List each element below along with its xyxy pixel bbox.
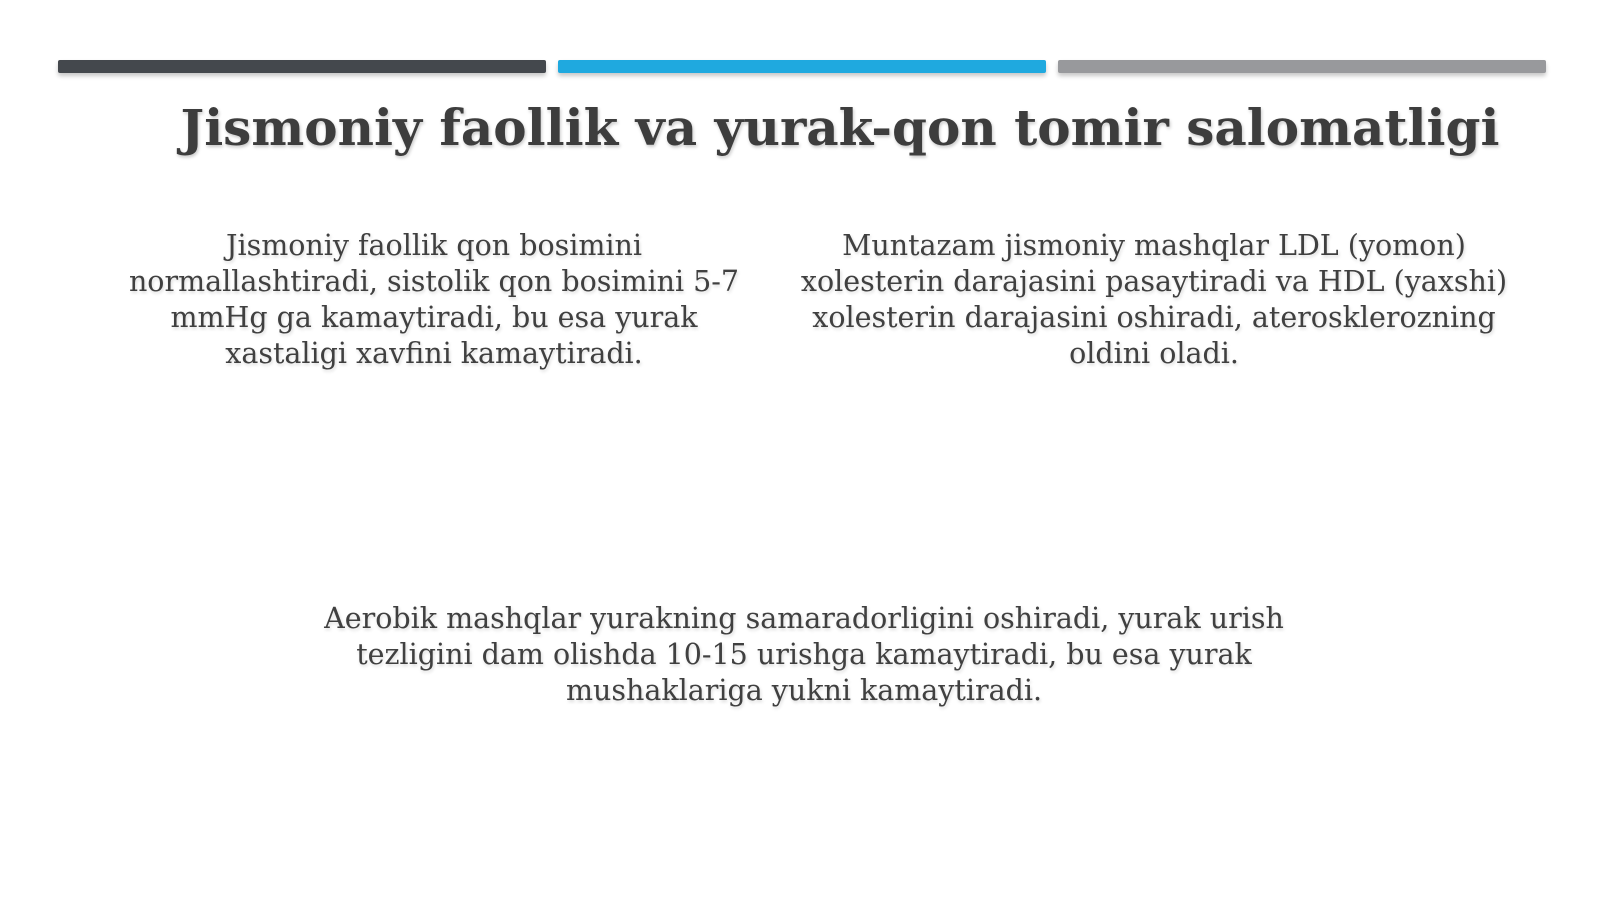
paragraph-cholesterol: Muntazam jismoniy mashqlar LDL (yomon) xolesterin darajasini pasaytiradi va HDL (yaxshi) xolesterin darajasini oshiradi, aterosklerozning oldini oladi. — [800, 229, 1508, 370]
slide-title: Jismoniy faollik va yurak-qon tomir salomatligi — [180, 98, 1500, 157]
header-bar-blue — [558, 60, 1046, 73]
paragraph-aerobic: Aerobik mashqlar yurakning samaradorligini oshiradi, yurak urish tezligini dam olishda 10-15 urishga kamaytiradi, bu esa yurak mushaklariga yukni kamaytiradi. — [324, 602, 1284, 707]
header-bar-gray — [1058, 60, 1546, 73]
paragraph-blood-pressure: Jismoniy faollik qon bosimini normallashtiradi, sistolik qon bosimini 5-7 mmHg ga kamaytiradi, bu esa yurak xastaligi xavfini kamaytiradi. — [128, 229, 740, 370]
header-bar-dark — [58, 60, 546, 73]
